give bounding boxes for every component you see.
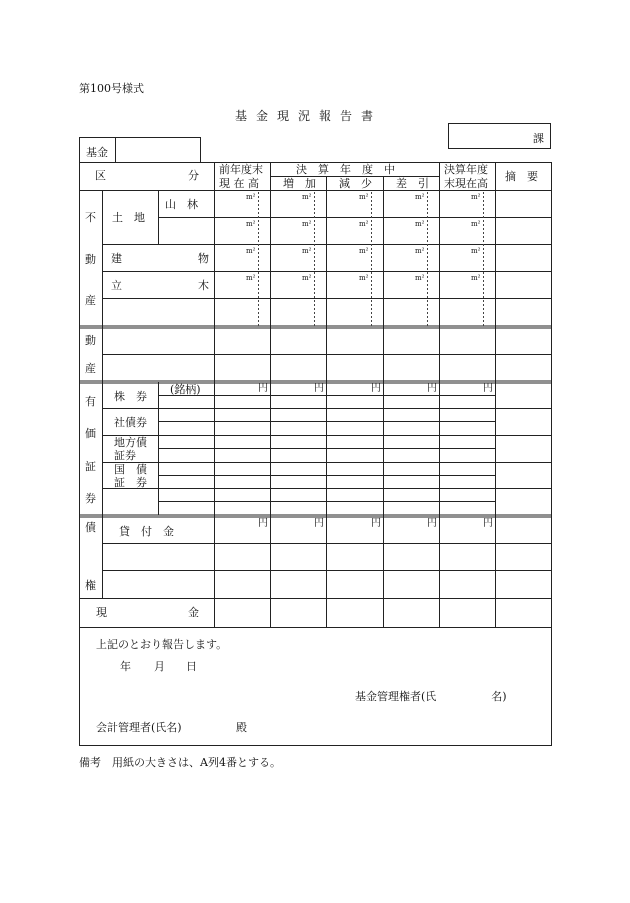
yen-unit: 円 xyxy=(483,383,493,394)
area-unit: m² xyxy=(302,193,312,201)
yen-unit: 円 xyxy=(371,518,381,529)
national-bonds-label-2: 証 券 xyxy=(114,476,147,489)
settled-header-line2: 末現在高 xyxy=(444,177,488,190)
corporate-bonds-label: 社債券 xyxy=(114,416,147,429)
area-unit: m² xyxy=(246,220,256,228)
securities-char-3: 証 xyxy=(85,460,96,473)
real-estate-char-2: 動 xyxy=(85,253,96,266)
area-unit: m² xyxy=(302,220,312,228)
movable-char-2: 産 xyxy=(85,362,96,375)
receivables-char-2: 権 xyxy=(85,579,96,592)
forest-label: 山 林 xyxy=(165,198,198,211)
land-label: 土 地 xyxy=(112,211,145,224)
during-year-header: 決 算 年 度 中 xyxy=(296,163,395,176)
increase-header: 増 加 xyxy=(283,177,316,190)
loans-label: 貸 付 金 xyxy=(119,525,174,538)
category-header-left: 区 xyxy=(95,169,106,182)
area-unit: m² xyxy=(359,247,369,255)
accountant-honorific: 殿 xyxy=(236,721,247,734)
date-day: 日 xyxy=(186,660,197,673)
yen-unit: 円 xyxy=(371,383,381,394)
category-header-right: 分 xyxy=(188,169,199,182)
yen-unit: 円 xyxy=(427,383,437,394)
document-title: 基金現況報告書 xyxy=(235,109,383,123)
area-unit: m² xyxy=(415,274,425,282)
stocks-label: 株 券 xyxy=(114,390,147,403)
securities-char-1: 有 xyxy=(85,395,96,408)
yen-unit: 円 xyxy=(258,518,268,529)
area-unit: m² xyxy=(302,247,312,255)
yen-unit: 円 xyxy=(258,383,268,394)
receivables-char-1: 債 xyxy=(85,521,96,534)
report-statement: 上記のとおり報告します。 xyxy=(96,638,228,651)
form-number: 第100号様式 xyxy=(79,82,144,95)
area-unit: m² xyxy=(471,220,481,228)
area-unit: m² xyxy=(471,193,481,201)
area-unit: m² xyxy=(246,193,256,201)
real-estate-char-1: 不 xyxy=(85,211,96,224)
area-unit: m² xyxy=(359,274,369,282)
cash-label-b: 金 xyxy=(188,606,199,619)
prev-year-header-line1: 前年度末 xyxy=(219,163,263,176)
real-estate-char-3: 産 xyxy=(85,294,96,307)
cash-label-a: 現 xyxy=(96,606,107,619)
yen-unit: 円 xyxy=(314,383,324,394)
area-unit: m² xyxy=(471,247,481,255)
area-unit: m² xyxy=(415,220,425,228)
area-unit: m² xyxy=(246,274,256,282)
area-unit: m² xyxy=(415,247,425,255)
fund-manager-signature: 基金管理権者(氏 名) xyxy=(355,690,507,703)
decrease-header: 減 少 xyxy=(339,177,372,190)
yen-unit: 円 xyxy=(427,518,437,529)
standing-timber-label-b: 木 xyxy=(198,279,209,292)
date-year: 年 xyxy=(120,660,131,673)
brand-label: (銘柄) xyxy=(170,383,201,396)
local-bonds-label-1: 地方債 xyxy=(114,436,147,449)
securities-char-2: 価 xyxy=(85,427,96,440)
remarks-header: 摘 要 xyxy=(505,170,538,183)
movable-char-1: 動 xyxy=(85,334,96,347)
area-unit: m² xyxy=(471,274,481,282)
area-unit: m² xyxy=(246,247,256,255)
area-unit: m² xyxy=(359,193,369,201)
national-bonds-label-1: 国 債 xyxy=(114,463,147,476)
difference-header: 差 引 xyxy=(396,177,429,190)
securities-char-4: 券 xyxy=(85,492,96,505)
section-suffix: 課 xyxy=(533,132,544,145)
area-unit: m² xyxy=(359,220,369,228)
building-label-a: 建 xyxy=(111,252,122,265)
paper-size-note: 備考 用紙の大きさは、A列4番とする。 xyxy=(79,756,281,769)
settled-header-line1: 決算年度 xyxy=(444,163,488,176)
building-label-b: 物 xyxy=(198,252,209,265)
date-month: 月 xyxy=(154,660,165,673)
prev-year-header-line2: 現 在 高 xyxy=(219,177,259,190)
standing-timber-label-a: 立 xyxy=(111,279,122,292)
accountant-label: 会計管理者(氏名) xyxy=(96,721,182,734)
area-unit: m² xyxy=(302,274,312,282)
fund-label: 基金 xyxy=(86,146,108,159)
area-unit: m² xyxy=(415,193,425,201)
yen-unit: 円 xyxy=(314,518,324,529)
local-bonds-label-2: 証券 xyxy=(114,449,136,462)
yen-unit: 円 xyxy=(483,518,493,529)
